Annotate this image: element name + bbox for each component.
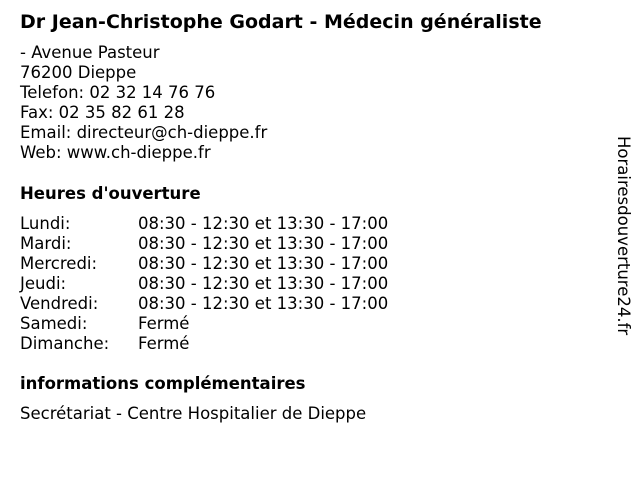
address-city: 76200 Dieppe [20, 63, 137, 82]
hours-time: 08:30 - 12:30 et 13:30 - 17:00 [138, 234, 389, 253]
hours-day: Mercredi: [20, 254, 98, 273]
hours-time: Fermé [138, 334, 190, 353]
hours-day: Samedi: [20, 314, 88, 333]
additional-info-text: Secrétariat - Centre Hospitalier de Dieppe [20, 404, 367, 423]
hours-time: 08:30 - 12:30 et 13:30 - 17:00 [138, 274, 389, 293]
hours-day: Lundi: [20, 214, 71, 233]
additional-info-heading: informations complémentaires [20, 374, 306, 393]
address-block [20, 43, 267, 163]
hours-day: Vendredi: [20, 294, 99, 313]
email-line: Email: directeur@ch-dieppe.fr [20, 123, 268, 142]
phone-line: Telefon: 02 32 14 76 76 [20, 83, 216, 102]
hours-day: Dimanche: [20, 334, 110, 353]
page-title: Dr Jean-Christophe Godart - Médecin généraliste [20, 11, 542, 33]
hours-time: 08:30 - 12:30 et 13:30 - 17:00 [138, 294, 389, 313]
hours-time: 08:30 - 12:30 et 13:30 - 17:00 [138, 254, 389, 273]
site-watermark: Horairesdouverture24.fr [614, 136, 633, 336]
opening-hours-heading: Heures d'ouverture [20, 184, 201, 203]
hours-day: Jeudi: [20, 274, 67, 293]
hours-day: Mardi: [20, 234, 72, 253]
address-street: - Avenue Pasteur [20, 43, 160, 62]
fax-line: Fax: 02 35 82 61 28 [20, 103, 185, 122]
hours-time: 08:30 - 12:30 et 13:30 - 17:00 [138, 214, 389, 233]
hours-time: Fermé [138, 314, 190, 333]
web-line: Web: www.ch-dieppe.fr [20, 143, 211, 162]
